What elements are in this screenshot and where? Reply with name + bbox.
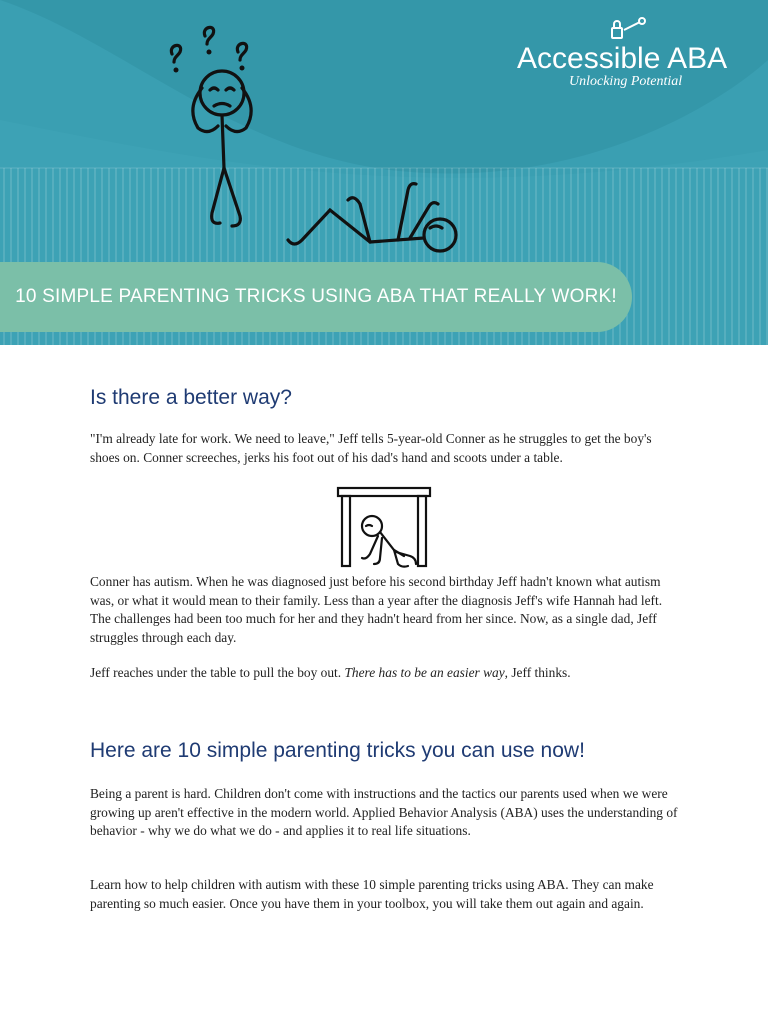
p3-tail: , Jeff thinks. xyxy=(504,665,571,680)
confused-stick-figure xyxy=(150,18,280,243)
heading-text: Is there a better way? xyxy=(90,386,292,409)
banner-title: 10 SIMPLE PARENTING TRICKS USING ABA THAT REALLY WORK! xyxy=(15,286,617,307)
paragraph-parenting-hard: Being a parent is hard. Children don't come with instructions and the tactics our parents used when we were growing up aren't effective in the modern world. Applied Behavior Analysis (ABA) uses the understanding of behavior - why we do what we do - and applies it to real life situations. xyxy=(90,786,678,838)
heading-text: Here are 10 simple parenting tricks you can use now! xyxy=(90,739,585,762)
section-heading-tricks xyxy=(90,737,585,765)
brand-name: Accessible ABA xyxy=(517,42,728,75)
p3-italic: There has to be an easier way xyxy=(344,665,505,680)
p3-text: Jeff reaches under the table to pull the boy out. xyxy=(90,665,345,680)
paragraph-intro: "I'm already late for work. We need to leave," Jeff tells 5-year-old Conner as he struggles to get the boy's shoes on. Conner screeches, jerks his foot out of his dad's hand and scoots under a table. xyxy=(90,431,652,465)
header xyxy=(0,0,768,345)
paragraph-easier-way xyxy=(90,664,680,683)
tantrum-stick-figure xyxy=(280,170,480,260)
paragraph-learn-how: Learn how to help children with autism with these 10 simple parenting tricks using ABA. They can make parenting so much easier. Once you have them in your toolbox, you will take them out again and again. xyxy=(90,877,654,911)
brand-logo xyxy=(517,42,747,90)
brand-tagline: Unlocking Potential xyxy=(569,74,683,89)
title-banner xyxy=(0,262,632,332)
section-heading-better-way xyxy=(90,384,292,412)
child-under-table-illustration xyxy=(336,486,432,570)
paragraph-diagnosis: Conner has autism. When he was diagnosed just before his second birthday Jeff hadn't known what autism was, or what it would mean to their family. Less than a year after the diagnosis Jeff's wife Hannah had left. The challenges had been too much for her and they hadn't heard from her since. Now, as a single dad, Jeff struggles through each day. xyxy=(90,574,663,645)
